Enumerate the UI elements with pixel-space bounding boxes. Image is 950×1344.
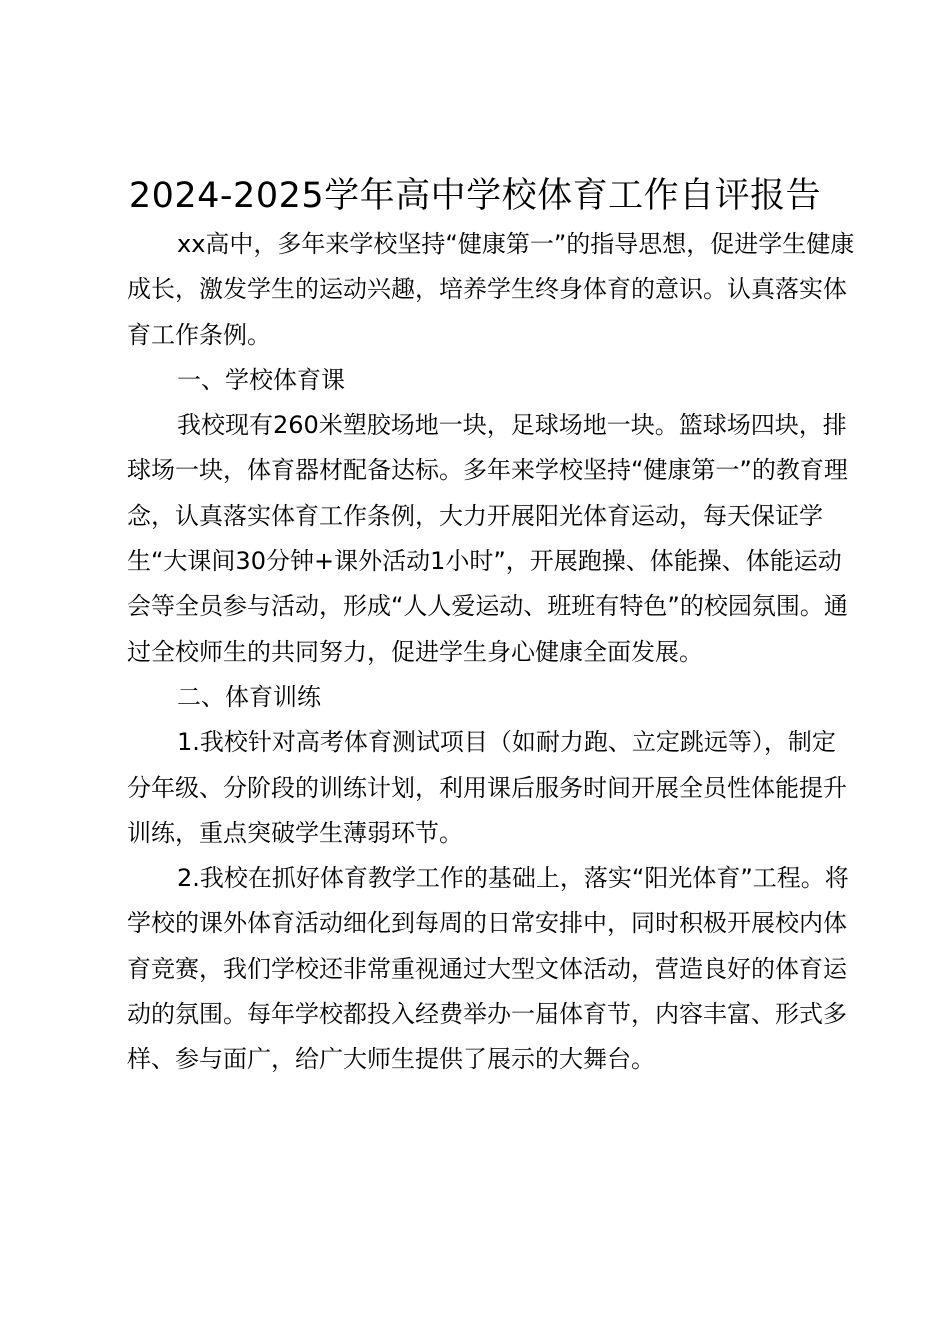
section-heading-training: 二、体育训练 [177, 682, 321, 711]
document-title: 2024-2025学年高中学校体育工作自评报告 [128, 176, 822, 216]
intro-paragraph: xx高中，多年来学校坚持“健康第一”的指导思想，促进学生健康成长，激发学生的运动兴趣，培养学生终身体育的意识。认真落实体育工作条例。 [127, 230, 855, 349]
training-item-2: 2.我校在抓好体育教学工作的基础上，落实“阳光体育”工程。将学校的课外体育活动细化到每周的日常安排中，同时积极开展校内体育竞赛，我们学校还非常重视通过大型文体活动，营造良好的体育运动的氛围。每年学校都投入经费举办一届体育节，内容丰富、形式多样、参与面广，给广大师生提供了展示的大舞台。 [127, 864, 849, 1074]
document-body [127, 222, 855, 1083]
pe-class-paragraph: 我校现有260米塑胶场地一块，足球场地一块。篮球场四块，排球场一块，体育器材配备达标。多年来学校坚持“健康第一”的教育理念，认真落实体育工作条例，大力开展阳光体育运动，每天保证学生“大课间30分钟+课外活动1小时”，开展跑操、体能操、体能运动会等全员参与活动，形成“人人爱运动、班班有特色”的校园氛围。通过全校师生的共同努力，促进学生身心健康全面发展。 [127, 411, 848, 666]
section-heading-pe-class: 一、学校体育课 [177, 365, 345, 394]
training-item-1: 1.我校针对高考体育测试项目（如耐力跑、立定跳远等），制定分年级、分阶段的训练计划，利用课后服务时间开展全员性体能提升训练，重点突破学生薄弱环节。 [127, 728, 847, 847]
